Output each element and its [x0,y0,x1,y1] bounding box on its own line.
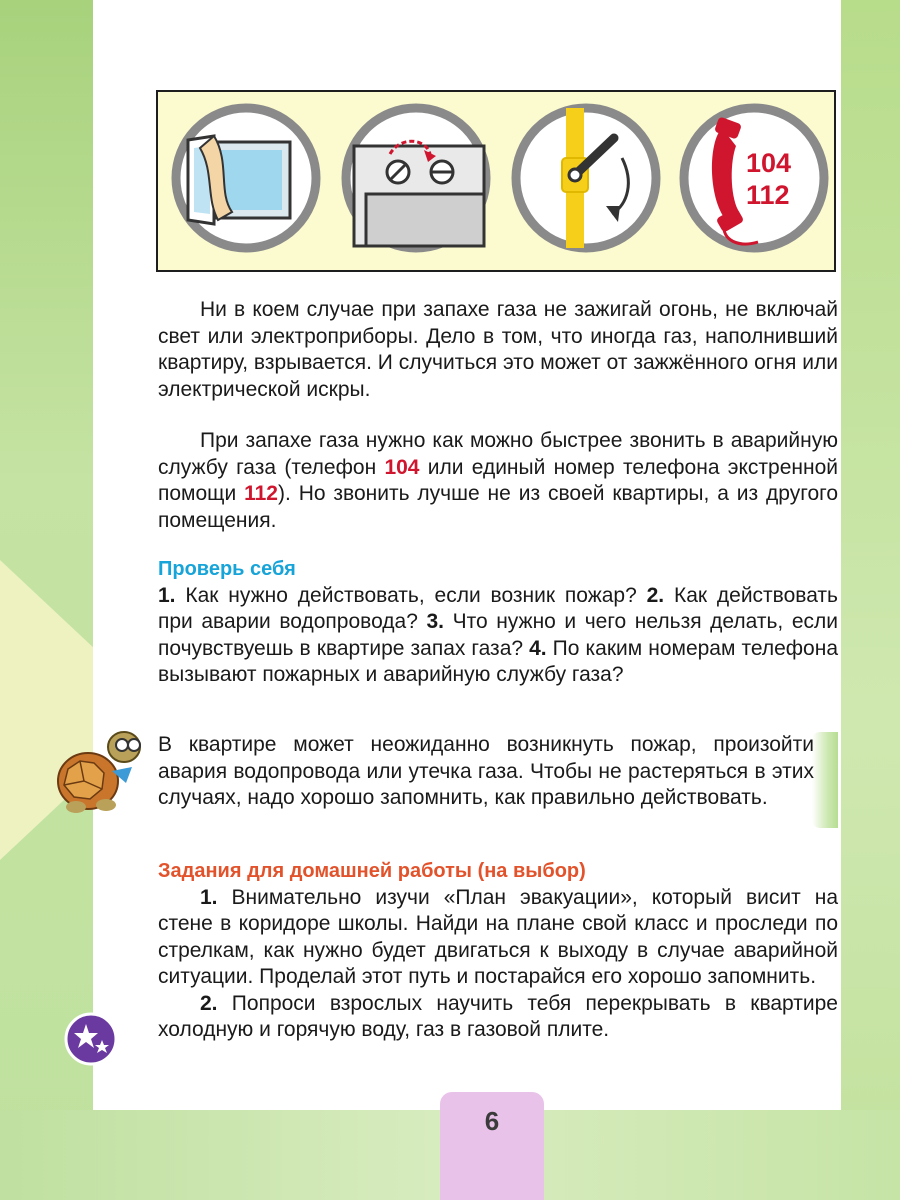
gas-stove-knobs-icon [340,102,492,254]
stars-badge-icon [64,1012,118,1066]
question-text: Как действовать при аварии водопровода? [158,583,838,633]
homework-section [158,858,838,1044]
homework-heading: Задания для домашней работы (на выбор) [158,860,586,882]
task-number: 1. [200,885,218,909]
open-window-icon [170,102,322,254]
gas-valve-icon [510,102,662,254]
paragraph-gas-danger [158,297,838,403]
summary-section [158,732,814,812]
check-yourself-section [158,556,838,689]
phone-number-112: 112 [746,180,790,210]
phone-112: 112 [244,482,278,505]
homework-task [158,885,838,991]
question-number: 3. [426,610,444,633]
question-text: Что нужно и чего нельзя делать, если почувствуешь в квартире запах газа? [158,610,838,660]
question-number: 2. [646,583,665,607]
phone-104: 104 [384,455,420,479]
paragraph-gas-call [158,428,838,534]
turtle-mascot-icon [50,725,150,815]
question-text: Как нужно действовать, если возник пожар? [175,583,647,607]
text-part: ). Но звонить лучше не из своей квартиры, а из другого помещения. [158,482,838,532]
page-number: 6 [484,1106,500,1136]
text-part: При запахе газа нужно как можно быстрее звонить в аварийную службу газа (телефон [158,429,838,479]
safety-illustrations [156,90,836,272]
task-number: 2. [200,991,218,1015]
question-text: По каким номерам телефона вызывают пожарных и аварийную службу газа? [158,636,838,686]
question-number: 1. [158,583,176,607]
text-part: или единый номер телефона экстренной помощи [158,455,838,505]
question-number: 4. [529,636,547,660]
summary-text: В квартире может неожиданно возникнуть пожар, произойти авария водопровода или утечка газа. Чтобы не растеряться в этих случаях, надо хорошо запомнить, как правильно действовать. [158,733,814,809]
check-yourself-heading: Проверь себя [158,558,296,580]
emergency-phone-icon [678,102,830,254]
check-yourself-questions [158,583,838,689]
paragraph-text [158,428,838,534]
homework-task [158,991,838,1044]
summary-marker [812,732,838,828]
task-text: Внимательно изучи «План эвакуации», который висит на стене в коридоре школы. Найди на плане свой класс и проследи по стрелкам, как нужно будет двигаться к выходу в случае аварийной ситуации. Проделай этот путь и постарайся его хорошо запомнить. [158,885,838,988]
right-background [840,0,900,1200]
paragraph-text: Ни в коем случае при запахе газа не зажигай огонь, не включай свет или электроприборы. Дело в том, что иногда газ, наполнивший квартиру, взрывается. И случиться это может от зажжённого огня или электрической искры. [158,298,838,401]
page-number-tab [440,1092,544,1200]
phone-number-104: 104 [746,148,792,178]
task-text: Попроси взрослых научить тебя перекрывать в квартире холодную и горячую воду, газ в газовой плите. [158,991,838,1041]
